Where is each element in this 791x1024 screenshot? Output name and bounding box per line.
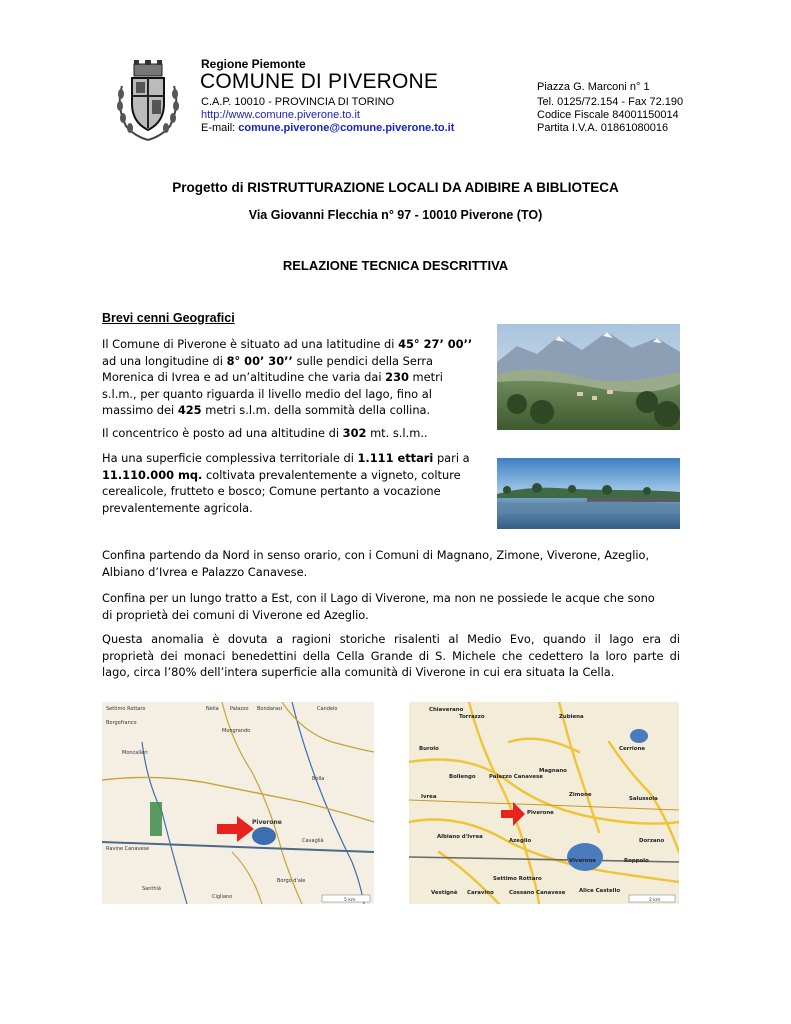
map-label: Azeglio: [509, 838, 532, 844]
altitude-min-value: 230: [385, 370, 409, 384]
map-label: Cerrione: [619, 746, 645, 752]
map-label: Cossano Canavese: [509, 890, 566, 896]
map-label: Nelia: [206, 706, 219, 712]
map-label: Roppolo: [624, 858, 649, 864]
map-scale: 5 km: [344, 898, 356, 903]
fiscal-code: Codice Fiscale 84001150014: [537, 109, 679, 121]
map-label: Albiano d'Ivrea: [437, 834, 483, 840]
map-label: Zubiena: [559, 714, 584, 720]
map-label: Dorzano: [639, 838, 665, 844]
paragraph-lake: Confina per un lungo tratto a Est, con il Lago di Viverone, ma non ne possiede le acque che sono di proprietà dei comuni di Viverone ed Azeglio.: [102, 591, 655, 622]
paragraph-geography: Il Comune di Piverone è situato ad una latitudine di 45° 27’ 00’’ ad una longitudine di 8° 00’ 30’’ sulle pendici della Serra Morenica di Ivrea e ad un’altitudine che varia dai 230 metri s.l.m., per quanto riguarda il livello medio del lago, fino al massimo dei 425 metri s.l.m. della sommità della collina.: [102, 337, 473, 417]
paragraph-borders: Confina partendo da Nord in senso orario, con i Comuni di Magnano, Zimone, Viverone, Azeglio, Albiano d’Ivrea e Palazzo Canavese.: [102, 548, 650, 579]
local-map: [409, 702, 679, 904]
vat-number: Partita I.V.A. 01861080016: [537, 122, 669, 134]
comune-name: COMUNE DI PIVERONE: [200, 70, 439, 93]
map-label: Mongrando: [222, 728, 251, 734]
regional-map: [102, 702, 374, 904]
map-label: Bollengo: [449, 774, 476, 780]
paragraph-surface: Ha una superficie complessiva territoriale di 1.111 ettari pari a 11.110.000 mq. coltivata prevalentemente a vigneto, colture cerealicole, frutteto e bosco; Comune pertanto a vocazione prevalentemente agricola.: [102, 451, 470, 515]
altitude-max-value: 425: [177, 403, 202, 417]
map-label: Settimo Rottaro: [106, 706, 146, 712]
map-label: Bondarasi: [257, 706, 283, 712]
map-label: Candelo: [317, 706, 338, 712]
map-label: Burolo: [419, 746, 439, 752]
map-label: Moncalieri: [122, 750, 148, 756]
project-address: Via Giovanni Flecchia n° 97 - 10010 Piverone (TO): [248, 208, 543, 222]
surface-hectares: 1.111 ettari: [357, 451, 434, 465]
map-label: Torrazzo: [459, 714, 485, 720]
map-label: Palazzo: [230, 706, 249, 712]
project-title: Progetto di RISTRUTTURAZIONE LOCALI DA ADIBIRE A BIBLIOTECA: [172, 180, 619, 195]
surface-sqm: 11.110.000 mq.: [102, 467, 203, 482]
phone-fax: Tel. 0125/72.154 - Fax 72.190: [537, 96, 684, 108]
region-name: Regione Piemonte: [201, 57, 306, 71]
office-address: Piazza G. Marconi n° 1: [537, 81, 650, 93]
map-label: Santhià: [142, 886, 161, 892]
map-label: Borgo d'ale: [277, 878, 306, 884]
mountain-landscape-photo: [497, 324, 680, 430]
report-title: RELAZIONE TECNICA DESCRITTIVA: [282, 258, 509, 273]
map-label: Borgofranco: [106, 720, 137, 726]
map-label: Bolla: [312, 776, 325, 782]
map-label: Ravine Canavese: [106, 846, 150, 852]
map-scale: 2 km: [649, 898, 661, 903]
map-label: Zimone: [569, 792, 592, 798]
website-link[interactable]: http://www.comune.piverone.to.it: [201, 109, 360, 121]
map-label: Chiaverano: [429, 707, 464, 713]
map-label-piverone: Piverone: [252, 819, 282, 826]
map-label: Settimo Rottaro: [493, 876, 542, 882]
email-label: E-mail:: [201, 122, 239, 134]
map-label: Cavaglià: [302, 838, 324, 844]
center-altitude-value: 302: [342, 426, 367, 440]
email-link[interactable]: comune.piverone@comune.piverone.to.it: [238, 122, 455, 134]
map-label: Vestignè: [431, 890, 458, 896]
paragraph-altitude: Il concentrico è posto ad una altitudine di 302 mt. s.l.m..: [102, 426, 428, 440]
map-label: Ivrea: [421, 794, 437, 800]
postal-line: C.A.P. 10010 - PROVINCIA DI TORINO: [201, 96, 395, 108]
map-label: Cigliano: [212, 894, 233, 900]
comune-crest-logo: [112, 56, 184, 142]
map-label: Caravino: [467, 890, 494, 896]
map-label: Palazzo Canavese: [489, 774, 543, 780]
map-label: Magnano: [539, 768, 567, 774]
longitude-value: 8° 00’ 30’’: [226, 353, 293, 368]
latitude-value: 45° 27’ 00’’: [398, 337, 473, 351]
map-label-piverone: Piverone: [527, 810, 554, 816]
email-line: [201, 122, 454, 134]
paragraph-history: Questa anomalia è dovuta a ragioni storiche risalenti al Medio Evo, quando il lago era di proprietà dei monaci benedettini della Cella Grande di S. Michele che cedettero la loro parte di lago, circa l’80% dell’intera superficie alla comunità di Viverone in cui era situata la Cella.: [102, 632, 680, 679]
section-heading: Brevi cenni Geografici: [102, 311, 235, 325]
map-label: Salussola: [629, 796, 658, 802]
map-label: Alice Castello: [579, 888, 621, 894]
lake-viverone-photo: [497, 458, 680, 529]
map-label: Viverone: [569, 858, 596, 864]
